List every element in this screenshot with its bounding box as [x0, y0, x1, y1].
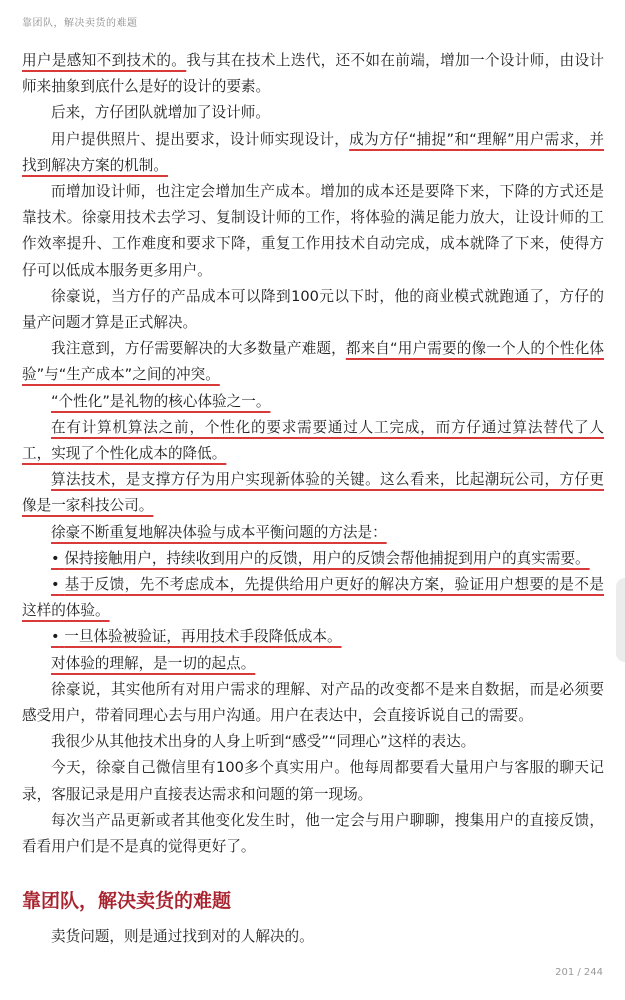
- text: 一旦体验被验证，再用技术手段降低成本。: [64, 628, 342, 646]
- bullet-marker: •: [51, 549, 60, 567]
- paragraph-5: 徐豪说，当方仔的产品成本可以降到100元以下时，他的商业模式就跑通了，方仔的量产问题才算是正式解决。: [22, 287, 604, 332]
- page-turn-handle[interactable]: [616, 578, 625, 662]
- highlighted-text[interactable]: 成为方仔“捕捉”和“理解”用户需求，并找到解决方案的机制。: [22, 130, 604, 174]
- highlighted-text[interactable]: [51, 550, 590, 567]
- highlighted-text[interactable]: “个性化”是礼物的核心体验之一。: [51, 392, 271, 410]
- paragraph-3: [22, 127, 604, 179]
- paragraph-13: 我很少从其他技术出身的人身上听到“感受”“同理心”这样的表达。: [51, 733, 476, 751]
- highlighted-text[interactable]: 对体验的理解，是一切的起点。: [51, 654, 256, 672]
- bullet-item-3: [22, 624, 604, 650]
- text: 保持接触用户，持续收到用户的反馈，用户的反馈会帮他捕捉到用户的真实需要。: [64, 549, 590, 567]
- paragraph-14: 今天，徐豪自己微信里有100多个真实用户。他每周都要看大量用户与客服的聊天记录，客服记录是用户直接表达需求和问题的第一现场。: [22, 759, 604, 803]
- paragraph-15: 每次当产品更新或者其他变化发生时，他一定会与用户聊聊，搜集用户的直接反馈，看看用户们是不是真的觉得更好了。: [22, 811, 604, 856]
- paragraph-1: [22, 48, 604, 100]
- paragraph-11: [22, 651, 604, 677]
- text: 我注意到，方仔需要解决的大多数量产难题，: [51, 340, 346, 358]
- highlighted-text[interactable]: [51, 628, 342, 645]
- bullet-item-2: [22, 572, 604, 624]
- paragraph-7: [22, 389, 604, 415]
- highlighted-text[interactable]: 在有计算机算法之前，个性化的要求需要通过人工完成，而方仔通过算法替代了人工，实现了个性化成本的降低。: [22, 418, 604, 463]
- highlighted-text[interactable]: 用户是感知不到技术的。: [22, 52, 187, 69]
- highlighted-text[interactable]: [22, 576, 604, 619]
- text: 用户提供照片、提出要求，设计师实现设计，: [51, 130, 350, 148]
- bullet-item-1: [22, 546, 604, 572]
- paragraph-6: [22, 336, 604, 388]
- section-title: 靠团队，解决卖货的难题: [22, 890, 232, 913]
- page-number: 201 / 244: [555, 967, 603, 978]
- highlighted-text[interactable]: 算法技术，是支撑方仔为用户实现新体验的关键。这么看来，比起潮玩公司，方仔更像是一家科技公司。: [22, 471, 604, 515]
- paragraph-2: 后来，方仔团队就增加了设计师。: [51, 104, 270, 122]
- text: 基于反馈，先不考虑成本，先提供给用户更好的解决方案，验证用户想要的是不是这样的体验。: [22, 576, 604, 620]
- paragraph-9: [22, 467, 604, 519]
- section-intro: 卖货问题，则是通过找到对的人解决的。: [51, 928, 314, 946]
- highlighted-text[interactable]: 都来自“用户需要的像一个人的个性化体验”与“生产成本”之间的冲突。: [22, 340, 604, 384]
- paragraph-4: 而增加设计师，也注定会增加生产成本。增加的成本还是要降下来，下降的方式还是靠技术。徐豪用技术去学习、复制设计师的工作，将体验的满足能力放大，让设计师的工作效率提升、工作难度和要求下降，重复工作用技术自动完成，成本就降了下来，使得方仔可以低成本服务更多用户。: [22, 183, 604, 279]
- bullet-marker: •: [51, 576, 60, 594]
- paragraph-8: [22, 415, 604, 467]
- book-page-content: [22, 48, 604, 951]
- paragraph-12: 徐豪说，其实他所有对用户需求的理解、对产品的改变都不是来自数据，而是必须要感受用户，带着同理心去与用户沟通。用户在表达中，会直接诉说自己的需要。: [22, 680, 604, 725]
- paragraph-10: [22, 520, 604, 546]
- highlighted-text[interactable]: 徐豪不断重复地解决体验与成本平衡问题的方法是：: [51, 523, 387, 541]
- text: 我与其在技术上迭代，还不如在前端，增加一个设计师，由设计师来抽象到底什么是好的设计的要素。: [22, 52, 604, 96]
- bullet-marker: •: [51, 628, 60, 646]
- running-header: 靠团队，解决卖货的难题: [22, 18, 138, 29]
